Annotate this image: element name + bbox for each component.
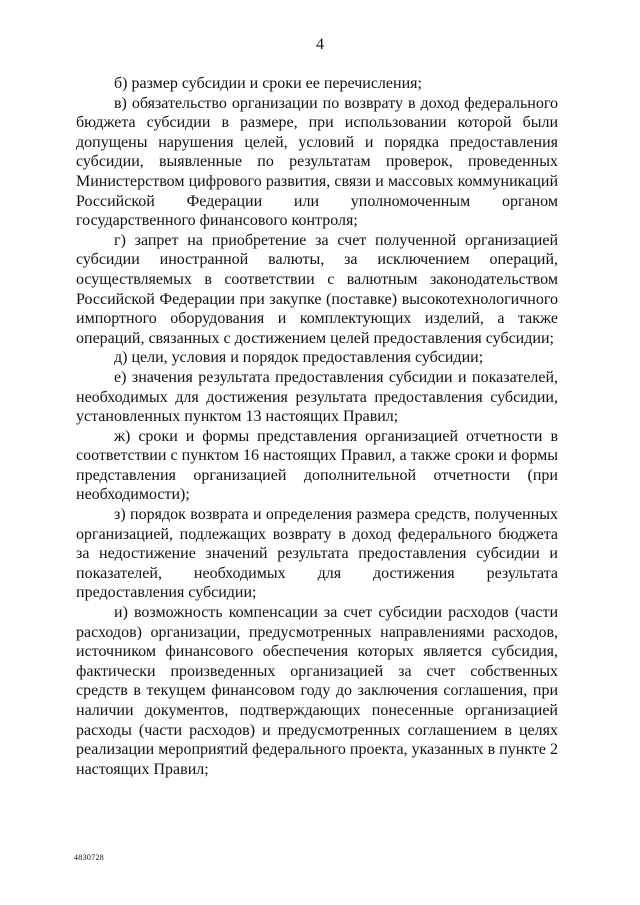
paragraph-g: г) запрет на приобретение за счет полученной организацией субсидии иностранной валюты, за исключением операций, осуществляемых в соответствии с валютным законодательством Российской Федерации при закупке (поставке) высокотехнологичного импортного оборудования и комплектующих изделий, а также операций, связанных с достижением целей предоставления субсидии; <box>76 231 558 347</box>
document-body <box>76 74 558 779</box>
paragraph-d: д) цели, условия и порядок предоставления субсидии; <box>114 349 484 367</box>
paragraph-z: з) порядок возврата и определения размера средств, полученных организацией, подлежащих возврату в доход федерального бюджета за недостижение значений результата предоставления субсидии и показателей, необходимых для достижения результата предоставления субсидии; <box>76 506 558 602</box>
paragraph-b: б) размер субсидии и сроки ее перечисления; <box>114 75 422 92</box>
paragraph-e: е) значения результата предоставления субсидии и показателей, необходимых для достижения результата предоставления субсидии, установленных пунктом 13 настоящих Правил; <box>76 368 558 426</box>
paragraph-zh: ж) сроки и формы представления организацией отчетности в соответствии с пунктом 16 настоящих Правил, а также сроки и формы представления организацией дополнительной отчетности (при необходимости); <box>76 427 558 504</box>
paragraph-v: в) обязательство организации по возврату в доход федерального бюджета субсидии в размере, при использовании которой были допущены нарушения целей, условий и порядка предоставления субсидии, выявленные по результатам проверок, проведенных Министерством цифрового развития, связи и массовых коммуникаций Российской Федерации или уполномоченным органом государственного финансового контроля; <box>76 94 558 230</box>
document-code: 4830728 <box>74 853 105 862</box>
page-number: 4 <box>316 36 324 53</box>
paragraph-i: и) возможность компенсации за счет субсидии расходов (части расходов) организации, предусмотренных направлениями расходов, источником финансового обеспечения которых является субсидия, фактически произведенных организацией за счет собственных средств в текущем финансовом году до заключения соглашения, при наличии документов, подтверждающих понесенные организацией расходы (части расходов) и предусмотренных соглашением в целях реализации мероприятий федерального проекта, указанных в пункте 2 настоящих Правил; <box>76 604 558 778</box>
